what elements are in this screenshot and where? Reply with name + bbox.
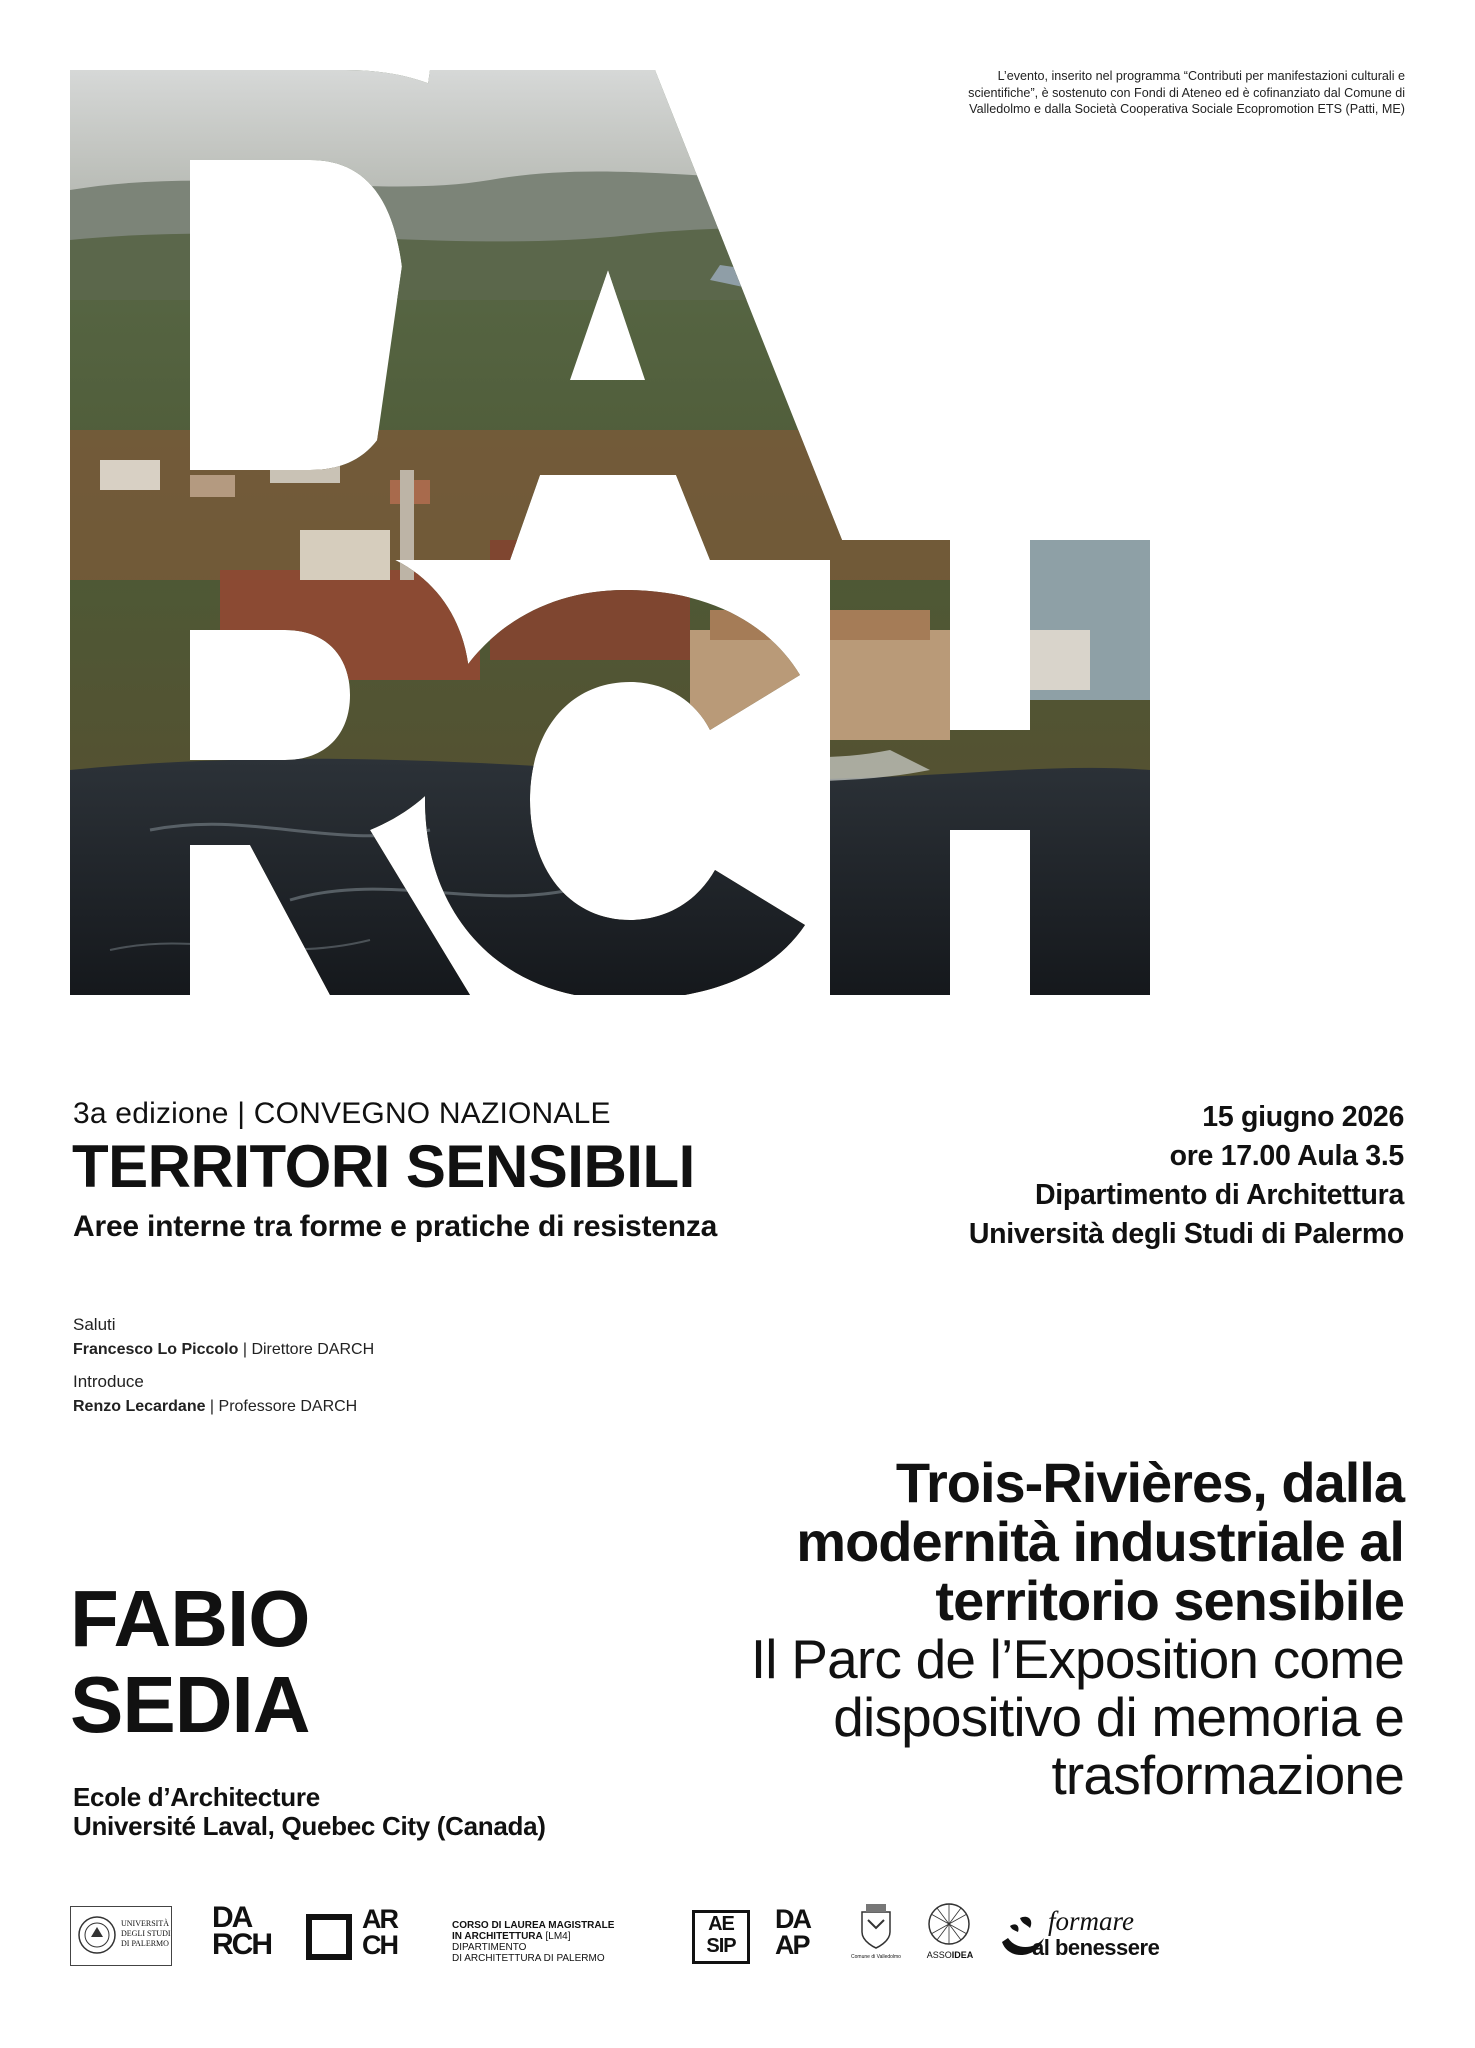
speaker-affiliation <box>73 1783 546 1841</box>
talk-title-line: Trois-Rivières, dalla <box>895 1451 1404 1514</box>
hero-darch-letters <box>70 70 1150 995</box>
speaker-name <box>70 1576 310 1748</box>
aesip-bottom: SIP <box>706 1935 736 1957</box>
darch-letter-art <box>70 70 1150 995</box>
corso-line-4: DI ARCHITETTURA DI PALERMO <box>452 1953 605 1964</box>
talk-block <box>644 1453 1404 1804</box>
darch-logo-bottom: RCH <box>212 1928 271 1961</box>
saluti-line <box>73 1341 374 1359</box>
arch-logo-bottom: CH <box>362 1930 397 1960</box>
talk-subtitle <box>644 1630 1404 1804</box>
unipa-text-2: DEGLI STUDI <box>121 1929 171 1938</box>
formare-al-benessere-logo <box>998 1900 1178 1970</box>
corso-line-3: DIPARTIMENTO <box>452 1942 527 1953</box>
corso-line-2: IN ARCHITETTURA <box>452 1931 543 1942</box>
assoidea-a: ASSO <box>926 1950 952 1960</box>
affiliation-line-2: Université Laval, Quebec City (Canada) <box>73 1811 546 1841</box>
municipal-crest-icon <box>856 1902 896 1950</box>
comune-label: Comune di Valledolmo <box>851 1954 901 1960</box>
unipa-text-1: UNIVERSITÀ <box>121 1919 169 1928</box>
funding-note: L’evento, inserito nel programma “Contributi per manifestazioni culturali e scientifiche”, è sostenuto con Fondi di Ateneo ed è cofinanziato dal Comune di Valledolmo e dalla Società Cooperativa Sociale Ecopromotion ETS (Patti, ME) <box>968 69 1405 116</box>
assoidea-logo <box>915 1902 985 1972</box>
daap-top: DA <box>775 1904 810 1934</box>
daap-bottom: AP <box>775 1930 809 1960</box>
unipa-seal-icon <box>77 1915 117 1955</box>
assoidea-b: IDEA <box>951 1950 974 1960</box>
event-date: 15 giugno 2026 <box>1202 1101 1404 1133</box>
aesip-top: AE <box>708 1913 734 1935</box>
unipa-logo <box>70 1906 172 1966</box>
corso-code: [LM4] <box>542 1931 571 1942</box>
corso-laurea-logo <box>452 1920 682 1990</box>
daap-logo <box>775 1906 825 1976</box>
darch-logo <box>212 1901 282 1974</box>
square-logo-icon <box>306 1914 352 1960</box>
formare-text: formare <box>1048 1906 1134 1936</box>
talk-title <box>644 1453 1404 1630</box>
introduce-label: Introduce <box>73 1372 144 1391</box>
affiliation-line-1: Ecole d’Architecture <box>73 1782 320 1812</box>
geodesic-sphere-icon <box>927 1902 971 1946</box>
introduce-name: Renzo Lecardane <box>73 1398 206 1415</box>
logos-bar <box>70 1900 1180 1970</box>
talk-subtitle-line: Il Parc de l’Exposition come <box>750 1628 1404 1690</box>
edition-label: 3a edizione | CONVEGNO NAZIONALE <box>73 1097 611 1130</box>
arch-logo-top: AR <box>362 1904 397 1934</box>
saluti-name: Francesco Lo Piccolo <box>73 1341 239 1358</box>
introduce-line <box>73 1398 357 1416</box>
speaker-last-name: SEDIA <box>70 1660 310 1749</box>
comune-logo <box>846 1902 906 1972</box>
speaker-first-name: FABIO <box>70 1574 310 1663</box>
aesip-logo <box>692 1910 750 1964</box>
talk-subtitle-line: trasformazione <box>1051 1744 1404 1806</box>
event-department: Dipartimento di Architettura <box>1035 1179 1404 1211</box>
al-benessere-text: al benessere <box>1032 1935 1160 1960</box>
convention-title: TERRITORI SENSIBILI <box>72 1133 695 1200</box>
event-university: Università degli Studi di Palermo <box>968 1218 1404 1250</box>
unipa-text-3: DI PALERMO <box>121 1939 169 1948</box>
talk-title-line: modernità industriale al <box>796 1510 1404 1573</box>
saluti-label: Saluti <box>73 1315 116 1334</box>
corso-line-1: CORSO DI LAUREA MAGISTRALE <box>452 1920 615 1931</box>
arch-logo <box>362 1906 412 1976</box>
talk-subtitle-line: dispositivo di memoria e <box>833 1686 1404 1748</box>
event-info <box>969 1098 1404 1254</box>
darch-logo-top: DA <box>212 1901 252 1934</box>
talk-title-line: territorio sensibile <box>935 1569 1404 1632</box>
event-time-room: ore 17.00 Aula 3.5 <box>1169 1140 1404 1172</box>
introduce-role: | Professore DARCH <box>205 1398 358 1415</box>
convention-subtitle: Aree interne tra forme e pratiche di resistenza <box>73 1210 718 1243</box>
saluti-role: | Direttore DARCH <box>238 1341 375 1358</box>
